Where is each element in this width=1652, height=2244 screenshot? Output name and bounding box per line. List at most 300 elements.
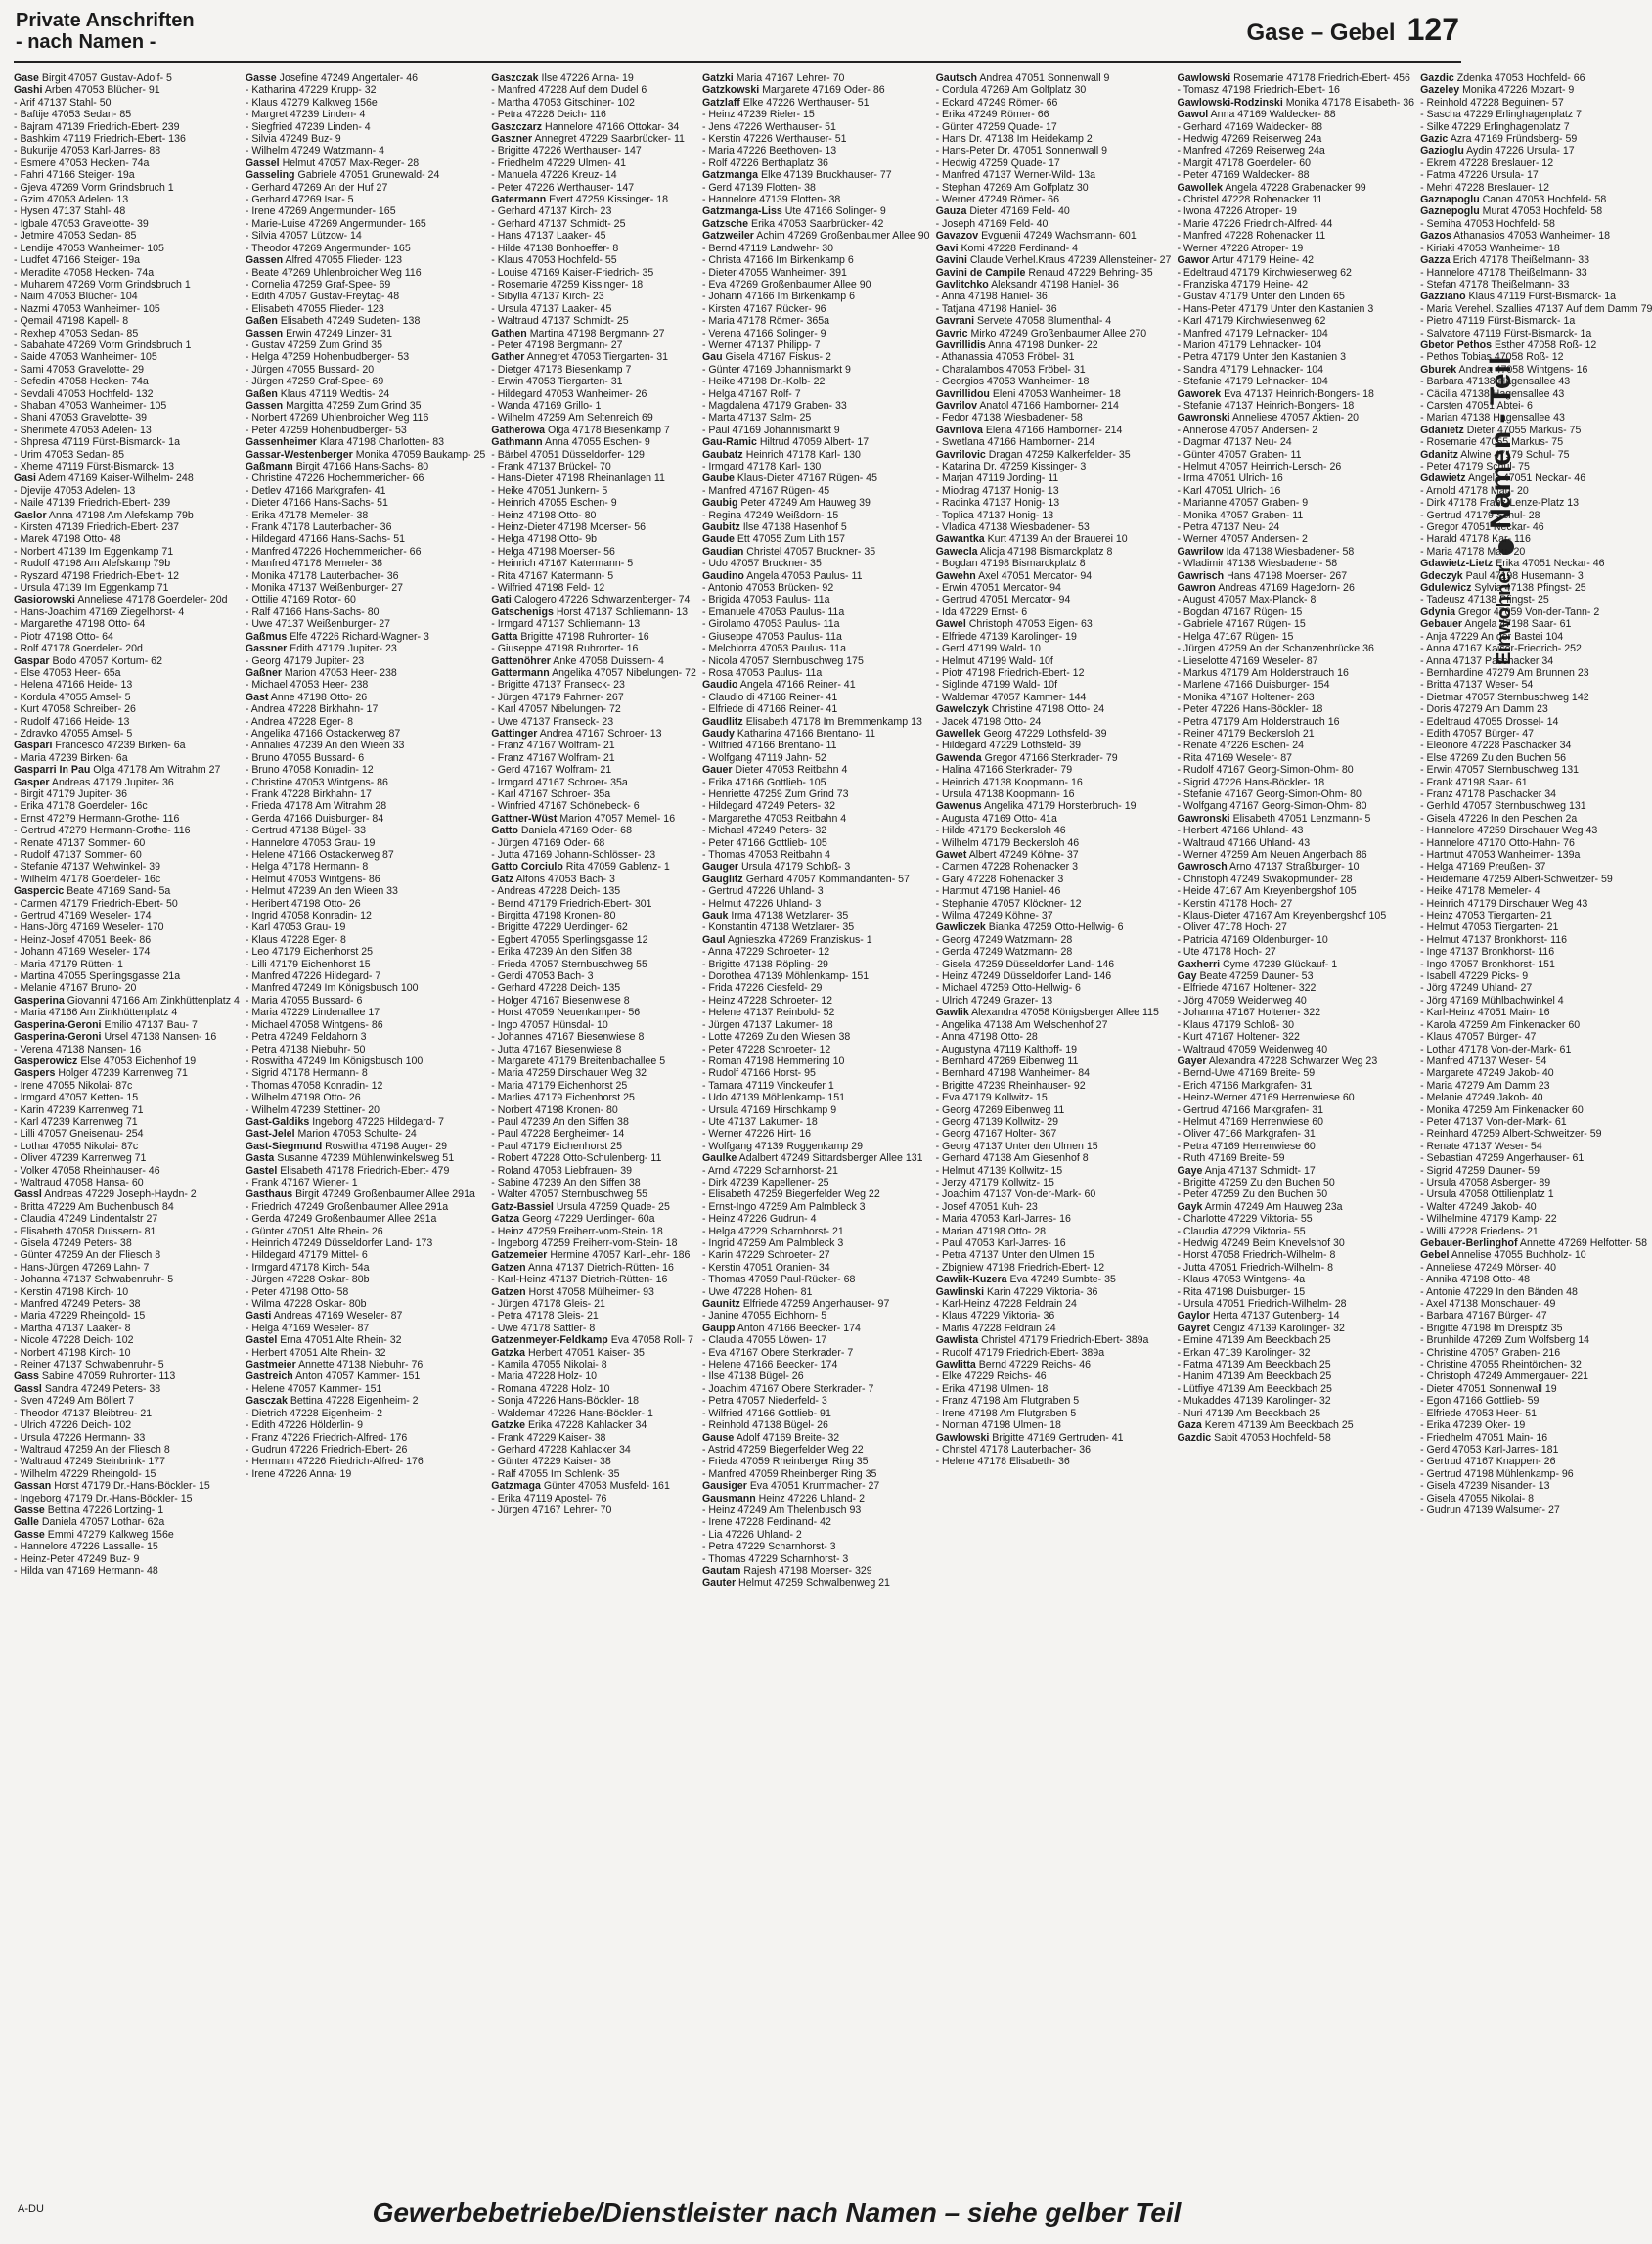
entry-details: - Manfred 47226 Hochemmericher- 66: [245, 545, 422, 558]
entry-details: - Ursula 47051 Friedrich-Wilhelm- 28: [1177, 1298, 1347, 1311]
entry-details: - Ulrich 47249 Grazer- 13: [935, 994, 1053, 1007]
directory-entry: [491, 1298, 696, 1310]
entry-details: Andreas 47169 Hagedorn- 26: [1218, 582, 1355, 595]
entry-details: - Hedwig 47259 Quade- 17: [935, 157, 1060, 169]
entry-details: Albert 47249 Köhne- 37: [968, 849, 1079, 861]
directory-entry: [246, 449, 485, 461]
entry-details: - Gertrud 47166 Markgrafen- 31: [1177, 1103, 1324, 1116]
entry-surname: Gattenöhrer: [491, 654, 551, 667]
entry-details: - Paul 47228 Bergheimer- 14: [491, 1128, 625, 1141]
entry-details: - Gisela 47249 Peters- 38: [14, 1237, 132, 1249]
entry-details: - Helga 47198 Moerser- 56: [491, 545, 615, 558]
entry-details: - Charalambos 47053 Fröbel- 31: [935, 363, 1086, 376]
entry-details: - Klaus 47053 Hochfeld- 55: [491, 254, 617, 267]
entry-details: - Helene 47166 Ostackerweg 87: [245, 849, 394, 861]
entry-details: - Klaus 47053 Wintgens- 4a: [1177, 1274, 1306, 1286]
entry-details: - Emanuele 47053 Paulus- 11a: [701, 606, 845, 618]
entry-details: Emmi 47279 Kalkweg 156e: [47, 1528, 174, 1541]
entry-details: - Sven 47249 Am Böllert 7: [14, 1395, 135, 1408]
entry-details: - Jürgen 47167 Lehrer- 70: [491, 1503, 612, 1516]
entry-details: - Siegfried 47239 Linden- 4: [245, 120, 371, 133]
entry-details: - Walter 47249 Jakob- 40: [1420, 1200, 1537, 1213]
entry-details: - Manfred 47226 Hildegard- 7: [245, 970, 381, 983]
entry-details: - Jutta 47169 Johann-Schlösser- 23: [491, 849, 656, 861]
entry-details: - Wilhelm 47198 Otto- 26: [245, 1092, 361, 1104]
entry-details: Martina 47198 Bergmann- 27: [529, 327, 665, 339]
entry-details: - Antonio 47053 Brücken- 92: [701, 582, 834, 595]
directory-entry: [491, 1468, 696, 1480]
entry-details: - Tatjana 47198 Haniel- 36: [935, 302, 1057, 315]
entry-details: - Lilli 47179 Eichenhorst 15: [245, 958, 371, 970]
directory-entry: [702, 1577, 930, 1589]
entry-surname: Gavi: [935, 242, 959, 254]
entry-details: Edith 47179 Jupiter- 23: [290, 643, 397, 655]
entry-details: - Heidemarie 47259 Albert-Schweitzer- 59: [1420, 873, 1613, 885]
entry-details: - Johann 47166 Im Birkenkamp 6: [701, 291, 855, 303]
entry-details: - Elisabeth 47055 Flieder- 123: [245, 302, 384, 315]
entry-details: - Petra 47179 Unter den Kastanien 3: [1177, 351, 1347, 364]
directory-entry: [1177, 339, 1414, 351]
entry-details: Ursula 47179 Schloß- 3: [740, 861, 851, 874]
directory-entry: [936, 800, 1172, 812]
entry-details: Bianka 47259 Otto-Hellwig- 6: [988, 921, 1124, 934]
directory-entry: [1177, 582, 1414, 594]
entry-details: - Paul 47169 Johannismarkt 9: [701, 424, 840, 436]
directory-entry: [491, 510, 696, 521]
entry-surname: Gaspari: [14, 740, 53, 752]
entry-surname: Gburek: [1420, 363, 1457, 376]
entry-details: - Giuseppe 47053 Paulus- 11a: [701, 630, 842, 643]
entry-details: - Waltraud 47249 Steinbrink- 177: [14, 1456, 166, 1468]
entry-surname: Gatzke: [491, 1419, 526, 1432]
directory-entry: [702, 631, 930, 643]
directory-entry: [491, 861, 696, 873]
entry-surname: Gawliczek: [935, 921, 986, 934]
entry-surname: Gaye: [1177, 1164, 1203, 1177]
directory-entry: [1420, 570, 1652, 582]
directory-entry: [1420, 315, 1652, 327]
entry-details: - Hans-Peter 47179 Unter den Kastanien 3: [1177, 302, 1374, 315]
directory-entry: [491, 1286, 696, 1298]
directory-entry: [491, 400, 696, 412]
entry-details: - Johannes 47167 Biesenwiese 8: [491, 1031, 645, 1044]
entry-details: - Marek 47198 Otto- 48: [14, 533, 121, 546]
directory-entry: [702, 145, 930, 157]
directory-entry: [491, 461, 696, 472]
entry-details: - Rita 47198 Duisburger- 15: [1177, 1285, 1306, 1298]
entry-details: - Ingrid 47259 Am Palmbleck 3: [701, 1237, 844, 1249]
entry-details: - Irene 47198 Am Flutgraben 5: [935, 1407, 1077, 1419]
entry-details: - Bernhard 47269 Eibenweg 11: [935, 1055, 1079, 1067]
entry-details: - Hannelore 47178 Theißelmann- 33: [1420, 266, 1587, 279]
directory-entry: [936, 970, 1172, 982]
directory-entry: [936, 874, 1172, 885]
entry-details: Horst 47137 Schliemann- 13: [556, 606, 689, 618]
entry-details: - Maria 47166 Am Zinkhüttenplatz 4: [14, 1007, 178, 1019]
directory-entry: [936, 400, 1172, 412]
directory-entry: [491, 1189, 696, 1200]
directory-entry: [246, 1007, 485, 1018]
directory-entry: [702, 849, 930, 861]
entry-details: - Karl 47167 Schroer- 35a: [491, 787, 611, 800]
entry-details: - Siglinde 47199 Wald- 10f: [935, 679, 1058, 692]
entry-details: - Eva 47269 Großenbaumer Allee 90: [701, 278, 871, 291]
directory-entry: [14, 485, 240, 497]
entry-details: - Ida 47229 Ernst- 6: [935, 606, 1028, 618]
entry-details: - Kordula 47055 Amsel- 5: [14, 691, 131, 703]
entry-details: Anne 47198 Otto- 26: [270, 691, 368, 703]
directory-entry: [1177, 1408, 1414, 1419]
entry-details: - Shpresa 47119 Fürst-Bismarck- 1a: [14, 436, 180, 449]
entry-details: - Heide 47167 Am Kreyenbergshof 105: [1177, 885, 1357, 898]
directory-entry: [246, 328, 485, 339]
entry-details: - Igbale 47053 Gravelotte- 39: [14, 217, 149, 230]
entry-details: - Muharem 47269 Vorm Grindsbruch 1: [14, 278, 191, 291]
entry-surname: Gasthaus: [245, 1189, 293, 1201]
entry-details: - Bashkim 47119 Friedrich-Ebert- 136: [14, 133, 186, 146]
entry-details: - Klaus 47057 Bürger- 47: [1420, 1031, 1537, 1044]
directory-entry: [491, 934, 696, 946]
directory-entry: [246, 1080, 485, 1092]
directory-entry: [936, 837, 1172, 849]
directory-entry: [936, 279, 1172, 291]
directory-entry: [491, 145, 696, 157]
directory-entry: [1177, 1177, 1414, 1189]
directory-entry: [246, 874, 485, 885]
directory-entry: [14, 157, 240, 169]
entry-surname: Gaszner: [491, 133, 533, 146]
entry-details: - Helena 47166 Heide- 13: [14, 679, 133, 692]
directory-entry: [491, 1177, 696, 1189]
directory-entry: [936, 351, 1172, 363]
directory-entry: [702, 1468, 930, 1480]
entry-details: - Jacek 47198 Otto- 24: [935, 715, 1042, 728]
entry-details: - Gustav 47179 Unter den Linden 65: [1177, 291, 1345, 303]
entry-details: - Xheme 47119 Fürst-Bismarck- 13: [14, 461, 175, 472]
entry-details: - Reiner 47179 Beckersloh 21: [1177, 727, 1315, 740]
entry-surname: Gasse: [14, 1528, 45, 1541]
directory-column: [14, 72, 240, 2166]
directory-entry: [1177, 728, 1414, 740]
entry-details: - Bernhard 47198 Wanheimer- 84: [935, 1067, 1090, 1080]
directory-entry: [14, 679, 240, 691]
entry-details: - Christoph 47249 Swakopmunder- 28: [1177, 873, 1353, 885]
entry-details: - Maria 47179 Eichenhorst 25: [491, 1079, 628, 1092]
directory-entry: [14, 752, 240, 764]
entry-surname: Gatz: [491, 873, 514, 885]
directory-entry: [1420, 1080, 1652, 1092]
entry-details: - Ursula 47169 Hirschkamp 9: [701, 1103, 837, 1116]
directory-entry: [1177, 1165, 1414, 1177]
directory-entry: [1177, 618, 1414, 630]
entry-details: - Regina 47249 Weißdorn- 15: [701, 509, 839, 521]
directory-entry: [1177, 291, 1414, 302]
entry-details: - Britta 47229 Am Buchenbusch 84: [14, 1200, 174, 1213]
directory-entry: [491, 182, 696, 194]
directory-entry: [936, 995, 1172, 1007]
directory-entry: [491, 97, 696, 109]
entry-details: - Helga 47167 Rolf- 7: [701, 387, 801, 400]
entry-surname: Gastel: [245, 1164, 278, 1177]
entry-details: - Bogdan 47198 Bismarckplatz 8: [935, 558, 1086, 570]
entry-surname: Gaunitz: [701, 1298, 740, 1311]
entry-details: Giovanni 47166 Am Zinkhüttenplatz 4: [67, 994, 240, 1007]
entry-details: - Brigitte 47198 Im Dreispitz 35: [1420, 1322, 1563, 1334]
directory-entry: [936, 1031, 1172, 1043]
directory-entry: [246, 1444, 485, 1456]
entry-details: - Manfred 47269 Reiserweg 24a: [1177, 145, 1325, 157]
entry-details: - Gertrud 47179 Schul- 28: [1420, 509, 1540, 521]
entry-surname: Gawenus: [935, 800, 982, 813]
entry-surname: Gastreich: [245, 1370, 293, 1383]
entry-details: - Antonie 47229 In den Bänden 48: [1420, 1285, 1578, 1298]
directory-entry: [246, 194, 485, 205]
entry-details: - Silke 47229 Erlinghagenplatz 7: [1420, 120, 1570, 133]
entry-surname: Gawor: [1177, 254, 1210, 267]
entry-details: - Jürgen 47259 An der Schanzenbrücke 36: [1177, 643, 1374, 655]
entry-details: - Heinz 47226 Gudrun- 4: [701, 1213, 817, 1226]
directory-entry: [702, 1456, 930, 1467]
entry-details: - Anja 47229 An der Bastei 104: [1420, 630, 1564, 643]
entry-surname: Gaslor: [14, 509, 47, 521]
entry-details: - Sevdali 47053 Hochfeld- 132: [14, 387, 154, 400]
directory-entry: [1177, 631, 1414, 643]
directory-entry: [246, 643, 485, 654]
entry-details: - Heinz-Josef 47051 Beek- 86: [14, 933, 152, 946]
entry-details: - Marie 47226 Friedrich-Alfred- 44: [1177, 217, 1333, 230]
entry-surname: Gawollek: [1177, 181, 1223, 194]
entry-details: - Norbert 47198 Kronen- 80: [491, 1103, 618, 1116]
directory-entry: [1177, 1298, 1414, 1310]
entry-details: - Oliver 47239 Karrenweg 71: [14, 1152, 147, 1165]
directory-entry: [14, 1104, 240, 1116]
directory-entry: [702, 533, 930, 545]
entry-details: - Jens 47226 Werthauser- 51: [701, 120, 836, 133]
entry-details: Birgit 47249 Großenbaumer Allee 291a: [295, 1189, 475, 1201]
entry-details: - Frank 47137 Brückel- 70: [491, 461, 611, 472]
directory-entry: [702, 267, 930, 279]
entry-details: - Petra 47229 Scharnhorst- 3: [701, 1541, 836, 1553]
entry-details: - Hartmut 47198 Haniel- 46: [935, 885, 1061, 898]
entry-details: Angela 47051 Neckar- 46: [1467, 472, 1586, 485]
entry-details: Alexandra 47058 Königsberger Allee 115: [971, 1007, 1159, 1019]
entry-surname: Gayk: [1177, 1200, 1203, 1213]
directory-entry: [246, 716, 485, 728]
directory-entry: [702, 109, 930, 120]
entry-surname: Gatzmaga: [491, 1480, 541, 1493]
directory-entry: [936, 679, 1172, 691]
entry-details: - Lieselotte 47169 Weseler- 87: [1177, 654, 1318, 667]
directory-entry: [491, 243, 696, 254]
directory-entry: [936, 692, 1172, 703]
directory-entry: [936, 412, 1172, 424]
entry-details: Anna 47198 Dunker- 22: [988, 338, 1098, 351]
entry-details: - Manfred 47249 Peters- 38: [14, 1298, 141, 1311]
directory-entry: [936, 1165, 1172, 1177]
entry-details: Hiltrud 47059 Albert- 17: [759, 436, 870, 449]
directory-entry: [1420, 1493, 1652, 1504]
directory-entry: [702, 1298, 930, 1310]
entry-details: - Werner 47226 Atroper- 19: [1177, 242, 1304, 254]
entry-details: - Johann 47169 Weseler- 174: [14, 946, 151, 959]
directory-entry: [1177, 1274, 1414, 1285]
entry-details: - Halina 47166 Sterkrader- 79: [935, 764, 1073, 777]
entry-details: - Sigrid 47226 Hans-Böckler- 18: [1177, 776, 1325, 788]
directory-entry: [1177, 1189, 1414, 1200]
directory-entry: [1177, 1370, 1414, 1382]
directory-entry: [491, 910, 696, 921]
entry-details: Josefine 47249 Angertaler- 46: [279, 72, 418, 84]
entry-surname: Gausiger: [701, 1480, 747, 1493]
entry-details: Olga 47178 Am Witrahm 27: [93, 764, 221, 777]
entry-surname: Gassen: [245, 327, 284, 339]
entry-surname: Gavlitchko: [935, 278, 989, 291]
directory-entry: [14, 133, 240, 145]
entry-surname: Gaßmann: [245, 461, 293, 472]
directory-entry: [1177, 970, 1414, 982]
entry-details: - Brigitte 47137 Franseck- 23: [491, 679, 625, 692]
entry-details: Evert 47259 Kissinger- 18: [549, 194, 669, 206]
directory-entry: [491, 291, 696, 302]
entry-surname: Gauger: [701, 861, 739, 874]
directory-entry: [1177, 303, 1414, 315]
directory-entry: [246, 1177, 485, 1189]
directory-entry: [246, 205, 485, 217]
directory-entry: [14, 558, 240, 569]
directory-entry: [1420, 655, 1652, 667]
entry-details: - Gerda 47249 Watzmann- 28: [935, 946, 1073, 959]
directory-entry: [491, 425, 696, 436]
entry-details: Karin 47229 Viktoria- 36: [986, 1285, 1098, 1298]
entry-details: - Wilhelm 47249 Watzmann- 4: [245, 145, 384, 157]
entry-details: - Waltraud 47166 Uhland- 43: [1177, 836, 1311, 849]
entry-details: - Wilfried 47166 Gottlieb- 91: [701, 1407, 831, 1419]
entry-surname: Gast-Jelel: [245, 1128, 295, 1141]
entry-details: Roswitha 47198 Auger- 29: [325, 1140, 447, 1152]
directory-entry: [1177, 1031, 1414, 1043]
entry-surname: Gavini de Campile: [935, 266, 1026, 279]
entry-details: - Maria 47229 Lindenallee 17: [245, 1007, 380, 1019]
directory-entry: [491, 959, 696, 970]
entry-details: Angela 47053 Paulus- 11: [746, 569, 863, 582]
entry-details: - Thomas 47053 Reitbahn 4: [701, 849, 831, 861]
entry-details: Komi 47228 Ferdinand- 4: [960, 242, 1079, 254]
entry-details: - Brigitte 47259 Zu den Buchen 50: [1177, 1176, 1335, 1189]
entry-details: - Petra 47178 Gleis- 21: [491, 1310, 599, 1323]
entry-details: - Gustav 47259 Zum Grind 35: [245, 338, 383, 351]
entry-details: - Erwin 47051 Mercator- 94: [935, 582, 1061, 595]
entry-details: - Claudia 47229 Viktoria- 55: [1177, 1225, 1306, 1237]
directory-entry: [702, 861, 930, 873]
directory-entry: [936, 1286, 1172, 1298]
directory-entry: [936, 364, 1172, 376]
directory-entry: [1420, 837, 1652, 849]
directory-entry: [14, 1334, 240, 1346]
entry-details: - Martina 47055 Sperlingsgasse 21a: [14, 970, 181, 983]
directory-entry: [14, 533, 240, 545]
directory-entry: [14, 1456, 240, 1467]
entry-details: - Norbert 47139 Im Eggenkamp 71: [14, 545, 174, 558]
entry-details: Achim 47269 Großenbaumer Allee 90: [756, 230, 930, 243]
directory-entry: [246, 425, 485, 436]
entry-details: Eva 47058 Roll- 7: [610, 1334, 693, 1347]
directory-entry: [936, 1383, 1172, 1395]
directory-entry: [1420, 1104, 1652, 1116]
entry-details: - Ralf 47166 Hans-Sachs- 80: [245, 606, 380, 618]
entry-details: - Gertrud 47226 Uhland- 3: [701, 885, 824, 898]
entry-details: - Wilma 47249 Köhne- 37: [935, 910, 1053, 922]
entry-details: - Franz 47178 Paschacker 34: [1420, 787, 1557, 800]
directory-entry: [936, 510, 1172, 521]
entry-details: - Jetmire 47053 Sedan- 85: [14, 230, 137, 243]
directory-entry: [1420, 825, 1652, 836]
entry-surname: Gawehn: [935, 569, 976, 582]
directory-entry: [1420, 1432, 1652, 1444]
entry-details: - Marianne 47057 Graben- 9: [1177, 497, 1309, 510]
directory-entry: [1420, 533, 1652, 545]
directory-entry: [1420, 910, 1652, 921]
entry-details: - Renate 47226 Eschen- 24: [1177, 740, 1305, 752]
entry-details: Esther 47058 Roß- 12: [1495, 338, 1597, 351]
directory-entry: [1177, 97, 1414, 109]
entry-surname: Gebel: [1420, 1249, 1450, 1262]
entry-details: - Herbert 47051 Alte Rhein- 32: [245, 1346, 386, 1359]
footer-code: A-DU: [18, 2203, 44, 2215]
directory-entry: [246, 934, 485, 946]
directory-entry: [246, 570, 485, 582]
directory-entry: [246, 267, 485, 279]
entry-details: - Werner 47137 Philipp- 7: [701, 338, 821, 351]
directory-entry: [1420, 84, 1652, 96]
entry-details: Christel 47179 Friedrich-Ebert- 389a: [981, 1334, 1149, 1347]
entry-details: Ursula 47259 Quade- 25: [556, 1200, 670, 1213]
entry-details: - Esmere 47053 Hecken- 74a: [14, 157, 150, 169]
directory-entry: [1177, 679, 1414, 691]
directory-entry: [936, 97, 1172, 109]
directory-entry: [1177, 1237, 1414, 1249]
directory-entry: [491, 921, 696, 933]
entry-surname: Gatzweiler: [701, 230, 754, 243]
entry-details: - Ralf 47055 Im Schlenk- 35: [491, 1467, 620, 1480]
entry-details: Erwin 47249 Linzer- 31: [286, 327, 393, 339]
entry-details: - Bogdan 47167 Rügen- 15: [1177, 606, 1303, 618]
entry-details: - Brigitte 47229 Uerdinger- 62: [491, 921, 628, 934]
directory-entry: [936, 1201, 1172, 1213]
directory-entry: [936, 436, 1172, 448]
directory-entry: [702, 72, 930, 84]
entry-details: - Georg 47137 Unter den Ulmen 15: [935, 1140, 1098, 1152]
entry-details: - Marlies 47179 Eichenhorst 25: [491, 1092, 635, 1104]
entry-details: - Paul 47179 Eichenhorst 25: [491, 1140, 622, 1152]
entry-details: Angela 47198 Saar- 61: [1464, 618, 1572, 631]
directory-entry: [1420, 279, 1652, 291]
entry-details: - Norbert 47198 Kirch- 10: [14, 1346, 131, 1359]
entry-details: Alfons 47053 Bach- 3: [515, 873, 615, 885]
directory-entry: [491, 558, 696, 569]
directory-entry: [246, 825, 485, 836]
directory-entry: [14, 582, 240, 594]
directory-entry: [1177, 861, 1414, 873]
directory-entry: [491, 1116, 696, 1128]
entry-surname: Gasse: [14, 1503, 45, 1516]
entry-details: - Dieter 47055 Wanheimer- 391: [701, 266, 847, 279]
directory-entry: [246, 254, 485, 266]
directory-entry: [14, 1128, 240, 1140]
directory-entry: [246, 412, 485, 424]
entry-details: - Manfred 47178 Memeler- 38: [245, 558, 383, 570]
entry-details: - Renate 47137 Sommer- 60: [14, 836, 146, 849]
entry-surname: Gdulewicz: [1420, 582, 1472, 595]
